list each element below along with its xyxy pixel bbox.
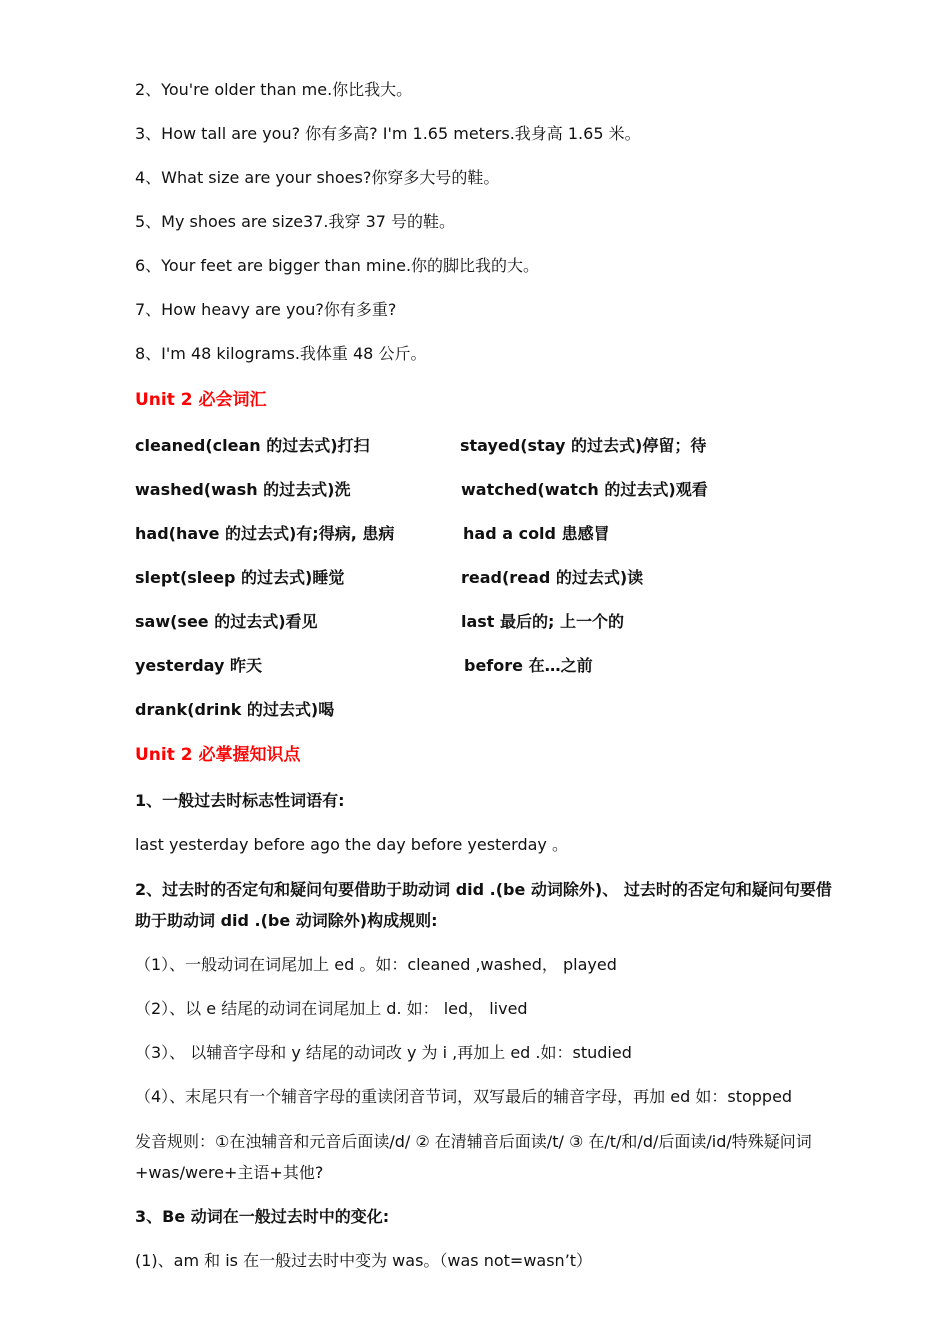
- sentence-8: 8、I'm 48 kilograms.我体重 48 公斤。: [135, 344, 427, 363]
- point3-title: 3、Be 动词在一般过去时中的变化:: [135, 1207, 390, 1226]
- rule-item: （3）、 以辅音字母和 y 结尾的动词改 y 为 i ,再加上 ed .如：studied: [135, 1043, 632, 1062]
- sentence-3: 3、How tall are you? 你有多高? I'm 1.65 meters.我身高 1.65 米。: [135, 124, 641, 143]
- sentence-2: 2、You're older than me.你比我大。: [135, 80, 413, 99]
- vocab-item: stayed(stay 的过去式)停留；待: [460, 436, 707, 455]
- pronunciation-rules: 发音规则：①在浊辅音和元音后面读/d/ ② 在清辅音后面读/t/ ③ 在/t/和/d/后面读/id/特殊疑问词+was/were+主语+其他?: [135, 1132, 812, 1182]
- unit2-vocab-heading: Unit 2 必会词汇: [135, 390, 267, 410]
- point1-text: last yesterday before ago the day before yesterday 。: [135, 835, 568, 854]
- vocab-item: read(read 的过去式)读: [461, 568, 644, 587]
- point2-title: 2、过去时的否定句和疑问句要借助于助动词 did .(be 动词除外)、 过去时的否定句和疑问句要借助于助动词 did .(be 动词除外)构成规则:: [135, 880, 832, 930]
- vocab-item: yesterday 昨天: [135, 656, 262, 675]
- unit2-points-heading: Unit 2 必掌握知识点: [135, 745, 301, 765]
- sentence-7: 7、How heavy are you?你有多重?: [135, 300, 397, 319]
- vocab-item: watched(watch 的过去式)观看: [461, 480, 708, 499]
- vocab-item: saw(see 的过去式)看见: [135, 612, 318, 631]
- vocab-item: had(have 的过去式)有;得病, 患病: [135, 524, 395, 543]
- vocab-item: cleaned(clean 的过去式)打扫: [135, 436, 370, 455]
- sentence-6: 6、Your feet are bigger than mine.你的脚比我的大。: [135, 256, 540, 275]
- rule-item: （1）、一般动词在词尾加上 ed 。如：cleaned ,washed， played: [135, 955, 617, 974]
- vocab-item: had a cold 患感冒: [463, 524, 610, 543]
- point1-title: 1、一般过去时标志性词语有:: [135, 791, 345, 810]
- vocab-item: slept(sleep 的过去式)睡觉: [135, 568, 345, 587]
- sentence-4: 4、What size are your shoes?你穿多大号的鞋。: [135, 168, 500, 187]
- rule-item: （2）、以 e 结尾的动词在词尾加上 d. 如： led， lived: [135, 999, 528, 1018]
- sentence-5: 5、My shoes are size37.我穿 37 号的鞋。: [135, 212, 456, 231]
- vocab-item: drank(drink 的过去式)喝: [135, 700, 335, 719]
- point3-item-1: (1)、am 和 is 在一般过去时中变为 was。（was not=wasn’t）: [135, 1251, 593, 1270]
- vocab-item: last 最后的; 上一个的: [461, 612, 624, 631]
- vocab-item: before 在…之前: [464, 656, 593, 675]
- vocab-item: washed(wash 的过去式)洗: [135, 480, 351, 499]
- rule-item: （4）、末尾只有一个辅音字母的重读闭音节词，双写最后的辅音字母，再加 ed 如：stopped: [135, 1087, 793, 1106]
